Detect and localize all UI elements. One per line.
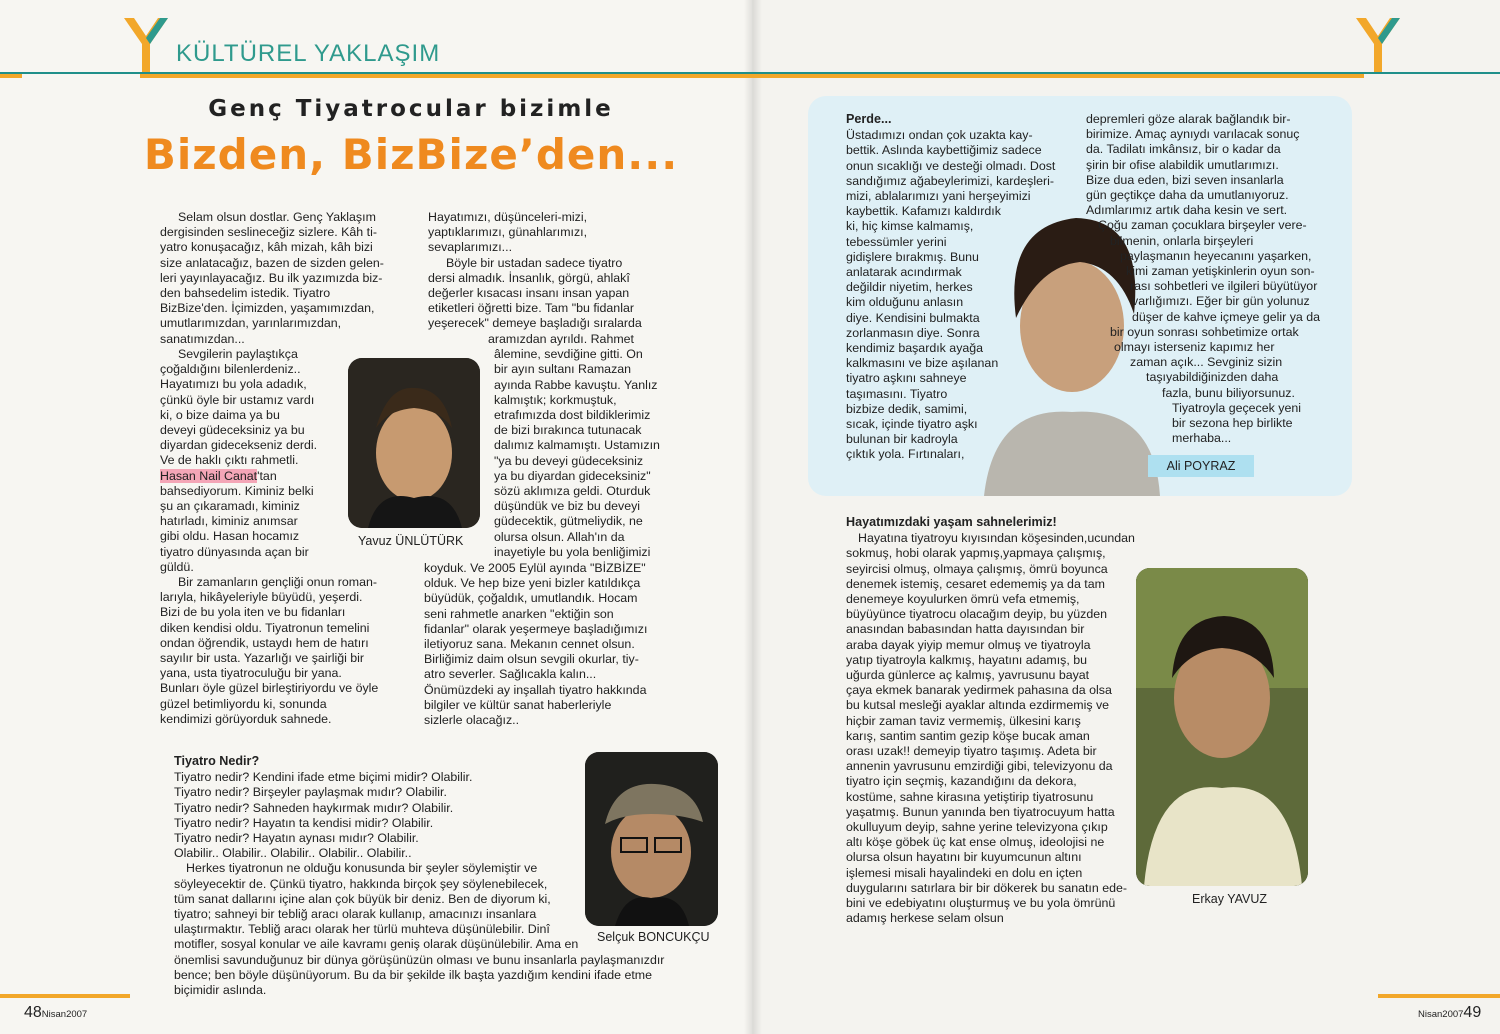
portrait-photo-yavuz [348,358,480,528]
text-line: tiyatro dünyasında açan bir [160,544,309,559]
text-line: sandığımız ağabeylerimizi, kardeşleri- [846,173,1054,188]
text-line: bilmenin, onlarla birşeyleri [1110,233,1254,248]
text-line: çoğaldığını bilenlerdeniz.. [160,362,301,377]
text-line: bir sezona hep birlikte [1172,416,1293,431]
text-line: anlatarak acındırmak [846,265,962,280]
text-line: araba dayak yiyip memur olmuş ve tiyatroyla [846,637,1091,652]
article-column-1-end [160,575,420,727]
text-line: duygularını satırlara bir bir dökerek bu sanatın ede- [846,880,1128,895]
text-line: yatıp tiyatroyla kalkmış, hayatını adamış, bu [846,652,1088,667]
text-line: hatırladı, kiminiz anımsar [160,514,298,529]
text-line: yana, usta tiyatroculuğu bir yana. [160,666,342,681]
text-line: bir ayın sultanı Ramazan [494,362,632,377]
article-column-2-top [428,210,678,332]
text-line: şu an çıkaramadı, kiminiz [160,499,300,514]
text-line: ondan öğrendik, ustaydı hem de hatırı [160,635,369,650]
text-line: çünkü öyle bir ustamız vardı [160,392,315,407]
text-line: paylaşmanın heyecanını yaşarken, [1120,248,1312,263]
text-line: Üstadımızı ondan çok uzakta kay- [846,128,1033,143]
text-line: motifler, sosyal konular ve aile kavramı geniş olarak düşünülebilir. Ama en [174,937,579,952]
highlighted-name: Hasan Nail Canat [160,468,258,483]
caption-ali: Ali POYRAZ [1148,455,1254,477]
text-line: de bizi bırakınca tutunacak [494,423,642,438]
text-line: bettik. Aslında kaybettiğimiz sadece [846,143,1042,158]
text-line: büyüyünce tiyatrocu olacağım deyip, bu yüzden [846,607,1108,622]
caption-erkay: Erkay YAVUZ [1192,892,1268,906]
text-line: tiyatro aşkını sahneye [846,371,967,386]
hayat-section [846,515,1166,926]
text-line: Herkes tiyatronun ne olduğu konusunda bir şeyler söylemiştir ve [186,861,538,876]
text-line: depremleri göze alarak bağlandık bir- [1086,112,1291,126]
header-rule-orange-stub [0,74,22,78]
text-line: bizbize dedik, samimi, [846,401,968,416]
text-line: kendimiz başardık ayağa [846,341,984,356]
page-number-right: Nisan200749 [1418,1004,1482,1021]
text-line: dergisinden seslineceğiz sizlere. Kâh ti- [160,225,377,240]
text-line: Çoğu zaman çocuklara birşeyler vere- [1098,218,1307,233]
section-title: KÜLTÜREL YAKLAŞIM [176,40,441,67]
text-line: Bir zamanların gençliği onun roman- [178,575,378,589]
text-line: da. Tadilatı imkânsız, bir o kadar da [1086,142,1281,157]
text-line: Olabilir.. Olabilir.. Olabilir.. Olabilir.. Olabilir.. [174,846,412,861]
text-line: altı köşe göbek üç kat ense olmuş, ideolojisi ne [846,835,1105,850]
text-line: dalımız kalmamıştı. Ustamızın [494,438,660,453]
text-line: anasından babasından hatta dayısından bir [846,622,1085,637]
footer-bar-left [0,994,130,998]
text-line: sayılır bir usta. Yazarlığı ve şairliği bir [160,651,365,666]
text-line: tiyatro için seçmiş, kazandığını da dekora, [846,774,1077,789]
text-line: umutlarımızdan, yarınlarımızdan, [160,316,342,331]
text-line: kalmıştık; korkmuştuk, [494,392,617,407]
hayat-title: Hayatımızdaki yaşam sahnelerimiz! [846,515,1057,529]
text-line: bu kutsal mesleği ayaklar altında ezdirmemiş ve [846,698,1110,713]
text-line: Selam olsun dostlar. Genç Yaklaşım [178,210,376,224]
text-line: size anlatacağız, bazen de sizden gelen- [160,255,384,270]
text-line: kendimizi görüyorduk sahnede. [160,711,332,726]
text-line: Böyle bir ustadan sadece tiyatro [446,255,623,270]
text-line: Sevgilerin paylaştıkça [178,347,298,361]
text-line: etrafımızda dost bildiklerimiz [494,408,651,423]
text-line: yeşerecek" demeye başladığı sıralarda [428,316,642,331]
article-column-2-middle [480,332,680,560]
text-line: gün geçtikçe daha da umutlanıyoruz. [1086,188,1289,203]
header-rule-orange-left [140,74,752,78]
text-line: koyduk. Ve 2005 Eylül ayında "BİZBİZE" [424,561,646,575]
y-logo-icon [1352,14,1402,74]
article-column-1-body [160,347,340,575]
text-line: düşündük ve biz bu deveyi [494,499,641,514]
text-line: diye. Kendisini bulmakta [846,310,980,325]
text-line: güzel betimliyordu ki, sonunda [160,696,327,711]
text-line: leri yayınlayacağız. Bu ilk yazımızda biz- [160,270,383,285]
text-line: bilgiler ve kültür sanat haberleriyle [424,697,612,712]
text-line: zorlanmasın diye. Sonra [846,325,980,340]
text-line: karış, santim santim gezip köşe bucak aman [846,728,1090,743]
text-line: larıyla, hikâyeleriyle büyüdü, yeşerdi. [160,590,363,605]
text-line: şirin bir ofise alabildik umutlarımızı. [1086,157,1279,172]
text-line: Tiyatro nedir? Hayatın ta kendisi midir? Olabilir. [174,815,434,830]
text-line: sözü aklımıza geldi. Oturduk [494,484,651,499]
text-line: dersi almadık. İnsanlık, görgü, ahlakî [428,270,630,285]
text-line: ki, o bize daima ya bu [160,407,280,422]
text-line: biçimidir aslında. [174,983,267,998]
text-line: bir oyun sonrası sohbetimize ortak [1110,324,1299,339]
text-line: bini ve edebiyatını oluşturmuş ve bu yola ömrünü [846,896,1116,911]
text-line: taşımasını. Tiyatro [846,386,948,401]
text-line: etiketleri öğretti bize. Tam "bu fidanlar [428,301,634,316]
text-line: düşer de kahve içmeye gelir ya da [1132,309,1321,324]
text-line: Önümüzdeki ay inşallah tiyatro hakkında [424,682,647,697]
text-line: ya bu diyardan gideceksiniz" [494,468,651,483]
text-line: rası sohbetleri ve ilgileri büyütüyor [1130,279,1318,294]
text-line: "ya bu deveyi güdeceksiniz [494,453,644,468]
header-rule-orange-right [752,74,1364,78]
article-kicker: Genç Tiyatrocular bizimle [208,96,614,122]
text-line: sanatımızdan... [160,331,245,346]
text-line: birimize. Amaç aynıydı varılacak sonuç [1086,127,1300,142]
text-line: âlemine, sevdiğine gitti. On [494,347,643,362]
text-line: olursa olsun hayatını bir kuyumcunun altını [846,850,1082,865]
text-line: Hasan Nail Canat'tan [160,468,277,483]
text-line: sıcak, içinde tiyatro aşkı [846,417,978,432]
text-line: sokmuş, hobi olarak yapmış,yapmaya çalışmış, [846,546,1106,561]
text-line: olduk. Ve hep bize yeni bizler katıldıkça [424,576,641,591]
text-line: Tiyatro nedir? Birşeyler paylaşmak mıdır? Olabilir. [174,785,447,800]
text-line: önemlisi savunduğunuz bir dünya görüşünüzün olması ve bunu insanlarla paylaşmanızdır [174,952,665,967]
text-line: diken kendisi oldu. Tiyatronun temelini [160,620,370,635]
text-line: tüm sanat dallarını içine alan çok büyük bir deniz. Ben de diyorum ki, [174,891,551,906]
article-column-1-intro [160,210,410,347]
text-line: Ve de haklı çıktı rahmetli. [160,453,299,468]
text-line: tebessümler yerini [846,234,947,249]
text-line: orası uzak!! demeyip tiyatro taşımış. Adeta bir [846,744,1097,759]
text-line: sizlerle olacağız.. [424,713,520,728]
text-line: fazla, bunu biliyorsunuz. [1162,385,1295,400]
text-line: Hayatımızı bu yola adadık, [160,377,307,392]
text-line: iletiyoruz sana. Mekanın cennet olsun. [424,637,635,652]
text-line: Tiyatro nedir? Sahneden haykırmak mıdır? Olabilir. [174,800,454,815]
text-line: bulunan bir kadroyla [846,432,958,447]
text-line: Birliğimiz daim olsun sevgili okurlar, tiy- [424,652,639,667]
text-line: denemek istemiş, cesaret edememiş ya da tam [846,576,1105,591]
text-line: değerler kısacası insanı insan yapan [428,286,630,301]
article-title: Bizden, BizBize’den... [143,130,679,179]
perde-title: Perde... [846,112,892,126]
text-line: ayında Rabbe kavuştu. Yanlız [494,377,658,392]
text-line: Bizi de bu yola iten ve bu fidanları [160,605,346,620]
text-line: ulaştırmaktır. Tebliğ aracı olarak her türlü muhteva düşünülebilir. Dinî [174,922,550,937]
text-line: olursa olsun. Allah'ın da [494,529,625,544]
text-line: zaman açık... Sevginiz sizin [1130,355,1283,370]
text-line: deveyi güdeceksiniz ya bu [160,423,305,438]
text-line: denemeye koyulurken ömrü vefa etmemiş, [846,592,1080,607]
text-line: Tiyatro nedir? Hayatın aynası mıdır? Olabilir. [174,831,419,846]
text-line: güldü. [160,559,194,574]
text-line: BizBize'den. İçimizden, yaşamımızdan, [160,301,375,316]
text-line: adamış herkese selam olsun [846,911,1004,926]
text-line: inayetiyle bu yola benliğimizi [494,544,651,559]
text-line: güdecektik, gütmeliydik, ne [494,514,643,529]
text-line: bence; ben böyle düşünüyorum. Bu da bir şekilde ilk başta yazdığım kendini ifade etme [174,967,653,982]
text-line: Adımlarımız artık daha kesin ve sert. [1086,203,1288,218]
text-line: seyircisi olmuş, olmaya çalışmış, ömrü boyunca [846,561,1108,576]
text-line: fidanlar" olarak yeşermeye başladığımızı [424,621,648,636]
tiyatro-nedir-title: Tiyatro Nedir? [174,754,260,768]
text-line: çaya ekmek banarak yedirmek pahasına da olsa [846,683,1112,698]
text-line: işlemesi misali hayalindeki en dolu en içten [846,865,1083,880]
perde-column-1 [846,112,1086,463]
text-line: den bahsedelim istedik. Tiyatro [160,286,331,301]
caption-yavuz: Yavuz ÜNLÜTÜRK [358,534,464,548]
text-line: kaybettik. Kafamızı kaldırdık [846,204,1001,219]
text-line: okulluyum deyip, sahne yerine televizyona çıkıp [846,820,1108,835]
text-line: aramızdan ayrıldı. Rahmet [488,332,634,346]
text-line: yatro konuşacağız, kâh mizah, kâh bizi [160,240,373,255]
text-line: kim olduğunu anlasın [846,295,964,310]
text-line: söyleyecektir de. Çünkü tiyatro, hakkında birçok şey söylenebilecek, [174,876,548,891]
perde-column-2 [1086,112,1336,446]
portrait-photo-erkay [1136,568,1308,886]
caption-selcuk: Selçuk BONCUKÇU [597,930,710,944]
text-line: mizi, ablalarımızı yani herşeyimizi [846,189,1031,204]
text-line: onun sıcaklığı ve desteği olmadı. Dost [846,158,1056,173]
text-line: bahsediyorum. Kiminiz belki [160,483,314,498]
y-logo-icon [120,14,170,74]
text-line: çıktık yola. Fırtınaları, [846,447,965,462]
text-line: annenin yavrusunu emzirdiği gibi, televizyonu da [846,759,1113,774]
text-line: Tiyatroyla geçecek yeni [1172,400,1302,415]
text-line: Bunları öyle güzel birleştiriyordu ve öyle [160,681,379,696]
text-line: yaptıklarımızı, günahlarımızı, [428,225,588,240]
text-line: Tiyatro nedir? Kendini ifade etme biçimi midir? Olabilir. [174,770,473,785]
text-line: hiçbir zaman taviz vermemiş, ülkesini karış [846,713,1081,728]
text-line: taşıyabildiğinizden daha [1146,370,1279,385]
footer-bar-right [1378,994,1500,998]
text-line: yaşatmış. Bunun yanında ben tiyatrocuyum hatta [846,804,1115,819]
text-line: Hayatına tiyatroyu kıyısından köşesinden,ucundan [858,531,1135,546]
text-line: değildir niyetim, herkes [846,280,973,295]
text-line: gidişlere bırakmış. Bunu [846,249,979,264]
portrait-photo-selcuk [585,752,718,926]
text-line: kalkmasını ve bize aşılanan [846,356,999,371]
text-line: kostüme, sahne kirasına yetiştirip tiyatrosunu [846,789,1094,804]
page-number-left: 48Nisan2007 [24,1004,88,1021]
text-line: varlığımızı. Eğer bir gün yolunuz [1132,294,1310,309]
text-line: büyüdük, çoğaldık, umutlandık. Hocam [424,591,638,606]
text-line: seni rahmetle anarken "ektiğin son [424,606,614,621]
text-line: atro severler. Sağlıcakla kalın... [424,667,597,682]
text-line: uğurda günlerce aç kalmış, yavrusunu bayat [846,668,1090,683]
text-line: Hayatımızı, düşünceleri-mizi, [428,210,588,224]
text-line: merhaba... [1172,431,1232,446]
text-line: tiyatro; sahneyi bir tebliğ aracı olarak kullanıp, amacınızı insanlara [174,907,537,922]
text-line: kimi zaman yetişkinlerin oyun son- [1126,264,1315,279]
article-column-2-end [424,561,684,728]
text-line: olmayı isterseniz kapımız her [1114,340,1275,355]
text-line: gibi oldu. Hasan hocamız [160,529,300,544]
text-line: ki, hiç kimse kalmamış, [846,219,974,234]
text-line: diyardan gidecekseniz derdi. [160,438,318,453]
text-line: sevaplarımızı... [428,240,513,255]
text-line: Bize dua eden, bizi seven insanlarla [1086,172,1284,187]
